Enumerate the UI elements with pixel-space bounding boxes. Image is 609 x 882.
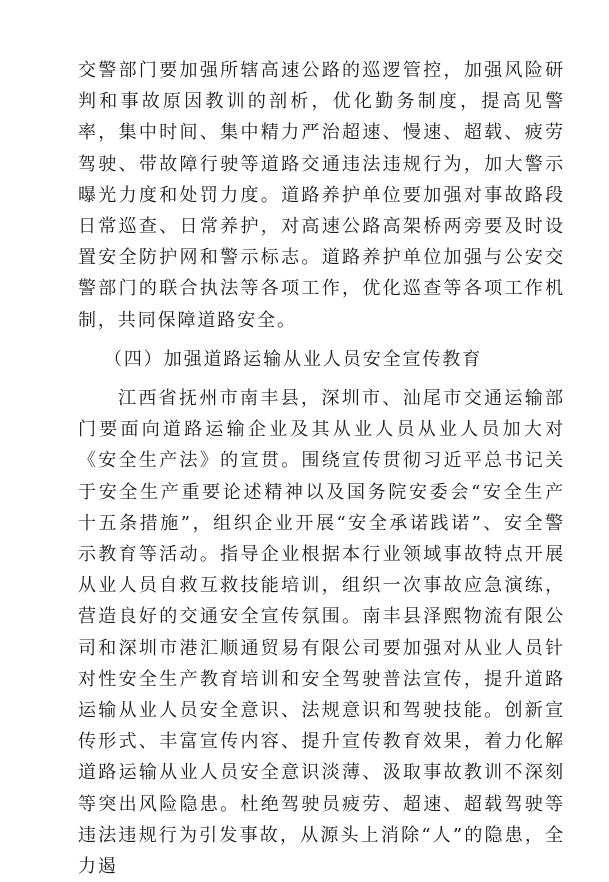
paragraph-traffic-police: 交警部门要加强所辖高速公路的巡逻管控，加强风险研判和事故原因教训的剖析，优化勤务制度，提高见警率，集中时间、集中精力严治超速、慢速、超载、疲劳驾驶、带故障行驶等道路交通违法违规行为，加大警示曝光力度和处罚力度。道路养护单位要加强对事故路段日常巡查、日常养护，对高速公路高架桥两旁要及时设置安全防护网和警示标志。道路养护单位加强与公安交警部门的联合执法等各项工作，优化巡查等各项工作机制，共同保障道路安全。 (78, 60, 565, 331)
paragraph-safety-education: 江西省抚州市南丰县，深圳市、汕尾市交通运输部门要面向道路运输企业及其从业人员从业人员加大对《安全生产法》的宣贯。围绕宣传贯彻习近平总书记关于安全生产重要论述精神以及国务院安委会“安全生产十五条措施”，组织企业开展“安全承诺践诺”、安全警示教育等活动。指导企业根据本行业领域事故特点开展从业人员自救互救技能培训，组织一次事故应急演练，营造良好的交通安全宣传氛围。南丰县泽熙物流有限公司和深圳市港汇顺通贸易有限公司要加强对从业人员针对性安全生产教育培训和安全驾驶普法宣传，提升道路运输从业人员安全意识、法规意识和驾驶技能。创新宣传形式、丰富宣传内容、提升宣传教育效果，着力化解道路运输从业人员安全意识淡薄、汲取事故教训不深刻等突出风险隐患。杜绝驾驶员疲劳、超速、超载驾驶等违法违规行为引发事故，从源头上消除“人”的隐患，全力遏 (78, 388, 565, 878)
section-heading: （四）加强道路运输从业人员安全宣传教育 (104, 348, 483, 370)
